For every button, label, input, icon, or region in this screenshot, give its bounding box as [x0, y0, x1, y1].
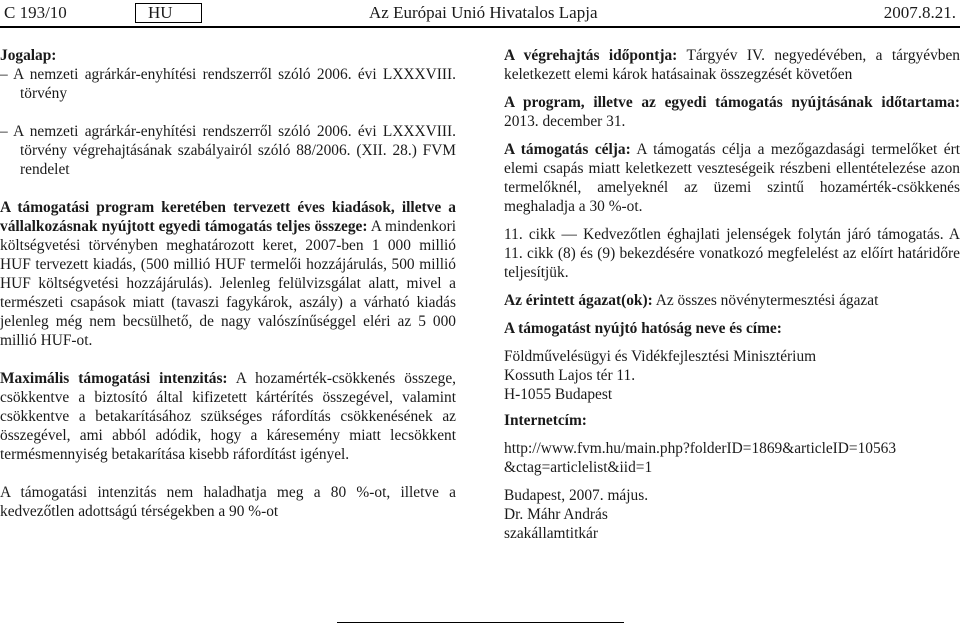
sector-text: Az összes növénytermesztési ágazat — [652, 292, 879, 309]
duration-paragraph — [504, 93, 960, 131]
footer-rule — [337, 622, 624, 623]
authority-name: Földművelésügyi és Vidékfejlesztési Minisztérium — [504, 348, 817, 365]
purpose-text: A támogatás célja a mezőgazdasági termelőket ért elemi csapás miatt keletkezett veszteségeik részbeni ellentételezése azon termelőknél, amelyeknél az üzemi szintű hozamérték-csökkenés meghaladja a 30 %-ot. — [504, 141, 960, 215]
header-rule — [0, 26, 960, 28]
place-date: Budapest, 2007. május. — [504, 487, 649, 504]
implementation-heading: A végrehajtás időpontja: — [504, 47, 678, 64]
publication-date: 2007.8.21. — [883, 3, 956, 22]
legal-basis-item-1: – A nemzeti agrárkár-enyhítési rendszerről szóló 2006. évi LXXXVIII. törvény — [0, 66, 456, 102]
duration-heading: A program, illetve az egyedi támogatás nyújtásának időtartama: — [504, 94, 960, 111]
left-column — [0, 46, 456, 521]
article-paragraph: 11. cikk — Kedvezőtlen éghajlati jelenségek folytán járó támogatás. A 11. cikk (8) és (9) bekezdésére vonatkozó megfelelést az előírt határidőre teljesítjük. — [504, 226, 960, 281]
sector-paragraph — [504, 291, 960, 310]
intensity-note: A támogatási intenzitás nem haladhatja meg a 80 %-ot, illetve a kedvezőtlen adottságú térségekben a 90 %-ot — [0, 484, 456, 520]
authority-city: H-1055 Budapest — [504, 386, 613, 403]
language-box: HU — [135, 3, 202, 23]
url-line-2: &ctag=articlelist&iid=1 — [504, 459, 653, 476]
right-column — [504, 46, 960, 543]
journal-title: Az Európai Unió Hivatalos Lapja — [369, 3, 598, 22]
authority-heading: A támogatást nyújtó hatóság neve és címe: — [504, 320, 782, 337]
authority-street: Kossuth Lajos tér 11. — [504, 367, 636, 384]
page-reference: C 193/10 — [4, 3, 67, 22]
budget-text: A mindenkori költségvetési törvényben meghatározott keret, 2007-ben 1 000 millió HUF tervezett kiadás, (500 millió HUF termelői hozzájárulás, 500 millió HUF költségvetési hozzájárulás). Jelenleg felülvizsgálat alatt, mivel a természeti csapások miatt (tavaszi fagykárok, aszály) a várható kiadás jelenleg még nem becsülhető, de nagy valószínűséggel eléri az 5 000 millió HUF-ot. — [0, 218, 456, 349]
legal-basis-item-2: – A nemzeti agrárkár-enyhítési rendszerről szóló 2006. évi LXXXVIII. törvény végrehajtásának szabályairól szóló 88/2006. (XII. 28.) FVM rendelet — [0, 123, 456, 178]
internet-heading: Internetcím: — [504, 412, 587, 429]
intensity-heading: Maximális támogatási intenzitás: — [0, 370, 228, 387]
sector-heading: Az érintett ágazat(ok): — [504, 292, 653, 309]
implementation-paragraph — [504, 46, 960, 84]
purpose-heading: A támogatás célja: — [504, 141, 631, 158]
budget-paragraph — [0, 198, 456, 350]
signer-title: szakállamtitkár — [504, 525, 599, 542]
budget-heading: A támogatási program keretében tervezett éves kiadások, illetve a vállalkozásnak nyújtott egyedi támogatás teljes összege: — [0, 199, 456, 235]
duration-text: 2013. december 31. — [504, 113, 626, 130]
url-line-1: http://www.fvm.hu/main.php?folderID=1869&articleID=10563 — [504, 440, 897, 457]
intensity-paragraph — [0, 369, 456, 464]
intensity-text: A hozamérték-csökkenés összege, csökkentve a biztosító által kifizetett kártérítés összegével, valamint csökkentve a betakarításához szükséges ráfordítás csökkenésének az összegével, ami abból adódik, hogy a káresemény miatt lecsökkent termésmennyiség betakarítása kisebb ráfordítást igényel. — [0, 370, 456, 463]
legal-basis-heading: Jogalap: — [0, 47, 57, 64]
purpose-paragraph — [504, 140, 960, 216]
signer-name: Dr. Máhr András — [504, 506, 608, 523]
implementation-text: Tárgyév IV. negyedévében, a tárgyévben keletkezett elemi károk hatásainak összegzését követően — [504, 47, 960, 83]
